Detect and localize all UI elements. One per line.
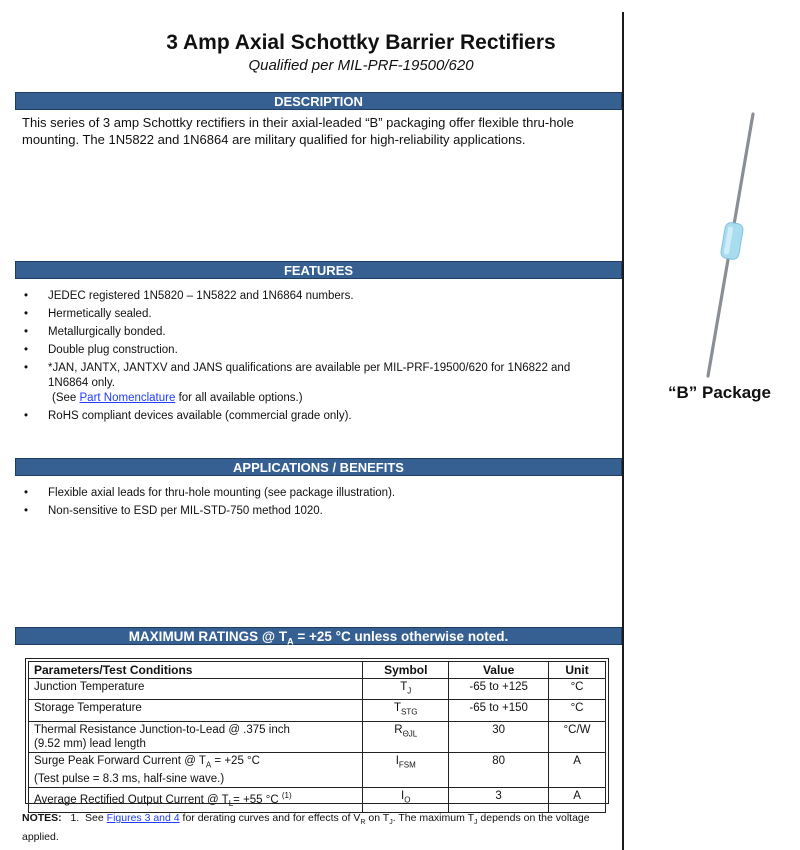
- b-package-diode-image: [690, 108, 770, 383]
- column-header: Symbol: [363, 662, 449, 679]
- table-cell: -65 to +150: [449, 700, 549, 721]
- table-row: [29, 721, 606, 752]
- table-cell: °C: [549, 679, 606, 700]
- bullet-icon: •: [24, 487, 29, 499]
- ratings-table: [28, 661, 606, 813]
- column-header: Value: [449, 662, 549, 679]
- table-cell: Junction Temperature: [29, 679, 363, 700]
- table-cell: 80: [449, 752, 549, 787]
- nomenclature-note: (See Part Nomenclature for all available options.): [52, 392, 303, 404]
- table-row: [29, 787, 606, 812]
- list-item: • *JAN, JANTX, JANTXV and JANS qualifications are available per MIL-PRF-19500/620 for 1N6822 and 1N6864 only. (See Part Nomenclature for all available options.): [22, 361, 612, 406]
- figures-3-and-4-link[interactable]: Figures 3 and 4: [106, 812, 180, 824]
- page-subtitle: Qualified per MIL-PRF-19500/620: [248, 57, 474, 74]
- table-cell: A: [549, 752, 606, 787]
- table-cell: Thermal Resistance Junction-to-Lead @ .375 inch (9.52 mm) lead length: [29, 721, 363, 752]
- table-cell: $I_{FSM}$: [363, 752, 449, 787]
- table-cell: $T_{STG}$: [363, 700, 449, 721]
- table-cell: Surge Peak Forward Current @ $T_A = +25$ °C (Test pulse = 8.3 ms, half-sine wave.): [29, 752, 363, 787]
- list-item: • JEDEC registered 1N5820 – 1N5822 and 1N6864 numbers.: [24, 290, 354, 302]
- column-header: Parameters/Test Conditions: [29, 662, 363, 679]
- table-cell: Storage Temperature: [29, 700, 363, 721]
- bullet-icon: •: [24, 505, 29, 517]
- list-item: • Double plug construction.: [24, 344, 178, 356]
- table-cell: 30: [449, 721, 549, 752]
- features-list: [22, 289, 612, 427]
- table-cell: Average Rectified Output Current @ $T_L= +55$ °C $^{(1)}$: [29, 787, 363, 812]
- table-row: [29, 679, 606, 700]
- description-text: This series of 3 amp Schottky rectifiers in their axial-leaded “B” packaging offer flexible thru-hole mounting. The 1N5822 and 1N6864 are military qualified for high-reliability applications.: [22, 115, 574, 147]
- list-item: • Hermetically sealed.: [24, 308, 152, 320]
- column-header: Unit: [549, 662, 606, 679]
- bullet-icon: •: [24, 344, 29, 356]
- table-row: [29, 700, 606, 721]
- table-cell: -65 to +125: [449, 679, 549, 700]
- bullet-icon: •: [24, 410, 29, 422]
- bullet-icon: •: [24, 290, 29, 302]
- table-cell: °C: [549, 700, 606, 721]
- applications-list: [22, 486, 612, 522]
- table-cell: $I_O$: [363, 787, 449, 812]
- notes-label: NOTES:: [22, 812, 62, 824]
- title-block: [15, 30, 707, 76]
- applications-heading: APPLICATIONS / BENEFITS: [15, 458, 622, 476]
- part-nomenclature-link[interactable]: Part Nomenclature: [79, 392, 176, 404]
- list-item: • Metallurgically bonded.: [24, 326, 166, 338]
- ratings-heading: MAXIMUM RATINGS @ $T_A = +25$ °C unless otherwise noted.: [15, 627, 622, 645]
- table-row: [29, 752, 606, 787]
- table-header-row: [29, 662, 606, 679]
- table-cell: A: [549, 787, 606, 812]
- table-cell: °C/W: [549, 721, 606, 752]
- page-title: 3 Amp Axial Schottky Barrier Rectifiers: [166, 31, 556, 54]
- package-label: “B” Package: [668, 383, 771, 402]
- table-cell: $R_{\Theta JL}$: [363, 721, 449, 752]
- diode-body: [720, 222, 744, 261]
- description-heading: DESCRIPTION: [15, 92, 622, 110]
- notes-section: NOTES: 1. See Figures 3 and 4 for derating curves and for effects of $V_R$ on $T_J$. The maximum $T_J$ depends on the voltage applied.: [22, 812, 590, 844]
- list-item: • RoHS compliant devices available (commercial grade only).: [24, 410, 352, 422]
- bullet-icon: •: [24, 362, 29, 374]
- table-cell: $T_J$: [363, 679, 449, 700]
- bullet-icon: •: [24, 326, 29, 338]
- list-item: • Flexible axial leads for thru-hole mounting (see package illustration).: [24, 487, 396, 499]
- features-heading: FEATURES: [15, 261, 622, 279]
- bullet-icon: •: [24, 308, 29, 320]
- list-item: • Non-sensitive to ESD per MIL-STD-750 method 1020.: [24, 505, 323, 517]
- table-cell: 3: [449, 787, 549, 812]
- page-divider-line: [622, 12, 624, 850]
